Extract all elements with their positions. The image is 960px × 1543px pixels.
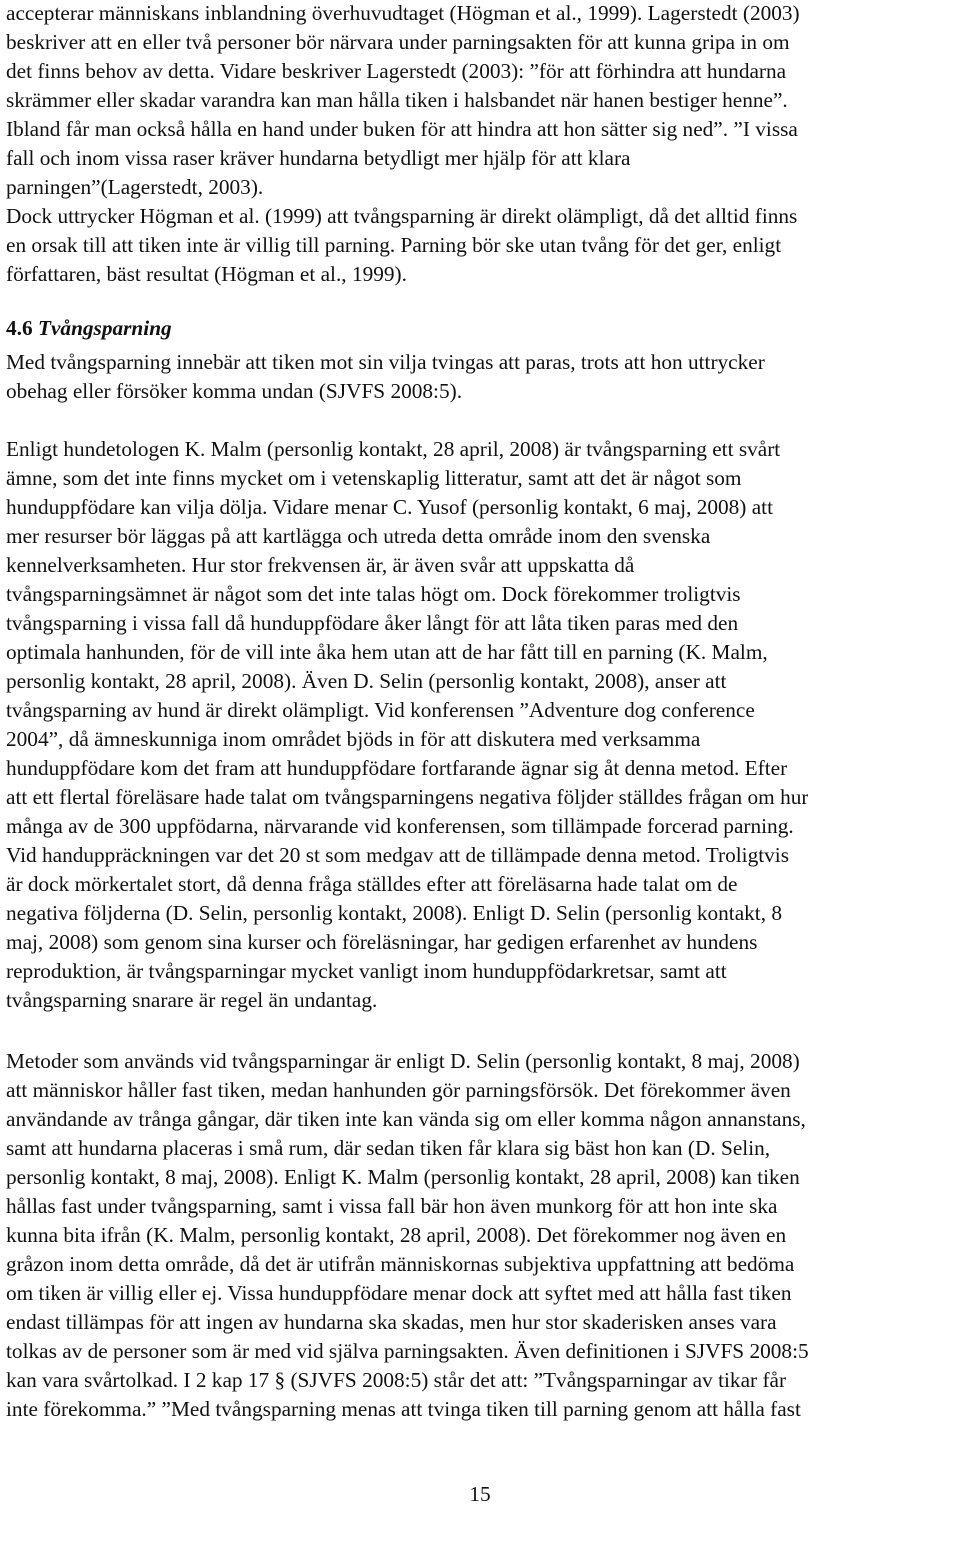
text-line: accepterar människans inblandning överhuvudtaget (Högman et al., 1999). Lagerstedt (2003)	[6, 1, 800, 25]
text-line: reproduktion, är tvångsparningar mycket vanligt inom hunduppfödarkretsar, samt att	[6, 959, 727, 983]
text-line: Metoder som används vid tvångsparningar är enligt D. Selin (personlig kontakt, 8 maj, 2008)	[6, 1049, 800, 1073]
text-line: optimala hanhunden, för de vill inte åka hem utan att de har fått till en parning (K. Malm,	[6, 640, 768, 664]
text-line: parningen”(Lagerstedt, 2003).	[6, 175, 264, 199]
text-line: författaren, bäst resultat (Högman et al., 1999).	[6, 262, 407, 286]
text-line: kennelverksamheten. Hur stor frekvensen är, är även svår att uppskatta då	[6, 553, 635, 577]
text-line: tvångsparningsämnet är något som det inte talas högt om. Dock förekommer troligtvis	[6, 582, 741, 606]
text-line: tolkas av de personer som är med vid själva parningsakten. Även definitionen i SJVFS 2008:5	[6, 1339, 809, 1363]
paragraph-malm	[6, 435, 808, 1015]
section-heading	[6, 314, 172, 343]
text-line: att människor håller fast tiken, medan hanhunden gör parningsförsök. Det förekommer även	[6, 1078, 791, 1102]
text-line: fall och inom vissa raser kräver hundarna betydligt mer hjälp för att klara	[6, 146, 631, 170]
text-line: samt att hundarna placeras i små rum, där sedan tiken får klara sig bäst hon kan (D. Selin,	[6, 1136, 771, 1160]
text-line: endast tillämpas för att ingen av hundarna ska skadas, men hur stor skaderisken anses vara	[6, 1310, 777, 1334]
text-line: skrämmer eller skadar varandra kan man hålla tiken i halsbandet när hanen bestiger henne”.	[6, 88, 788, 112]
text-line: 2004”, då ämneskunniga inom området bjöds in för att diskutera med verksamma	[6, 727, 701, 751]
text-line: är dock mörkertalet stort, då denna fråga ställdes efter att föreläsarna hade talat om de	[6, 872, 738, 896]
text-line: tvångsparning av hund är direkt olämpligt. Vid konferensen ”Adventure dog conference	[6, 698, 755, 722]
text-line: tvångsparning snarare är regel än undantag.	[6, 988, 378, 1012]
text-line: ämne, som det inte finns mycket om i vetenskaplig litteratur, samt att det är något som	[6, 466, 742, 490]
paragraph-definition	[6, 348, 765, 406]
text-line: att ett flertal föreläsare hade talat om tvångsparningens negativa följder ställdes frågan om hur	[6, 785, 809, 809]
text-line: hunduppfödare kan vilja dölja. Vidare menar C. Yusof (personlig kontakt, 6 maj, 2008) att	[6, 495, 774, 519]
text-line: Enligt hundetologen K. Malm (personlig kontakt, 28 april, 2008) är tvångsparning ett svårt	[6, 437, 781, 461]
section-title: Tvångsparning	[37, 316, 172, 340]
text-line: tvångsparning i vissa fall då hunduppfödare åker långt för att låta tiken paras med den	[6, 611, 739, 635]
text-line: beskriver att en eller två personer bör närvara under parningsakten för att kunna gripa in om	[6, 30, 790, 54]
text-line: om tiken är villig eller ej. Vissa hunduppfödare menar dock att syftet med att hålla fast tiken	[6, 1281, 792, 1305]
text-line: kan vara svårtolkad. I 2 kap 17 § (SJVFS 2008:5) står det att: ”Tvångsparningar av tikar får	[6, 1368, 787, 1392]
section-number: 4.6	[6, 316, 33, 340]
text-line: många av de 300 uppfödarna, närvarande vid konferensen, som tillämpade forcerad parning.	[6, 814, 794, 838]
text-line: Med tvångsparning innebär att tiken mot sin vilja tvingas att paras, trots att hon uttrycker	[6, 350, 765, 374]
page-number: 15	[469, 1482, 491, 1506]
text-line: mer resurser bör läggas på att kartlägga och utreda detta område inom den svenska	[6, 524, 711, 548]
paragraph-methods	[6, 1047, 809, 1424]
text-line: inte förekomma.” ”Med tvångsparning menas att tvinga tiken till parning genom att hålla fast	[6, 1397, 801, 1421]
text-line: Ibland får man också hålla en hand under buken för att hindra att hon sätter sig ned”. ”I vissa	[6, 117, 798, 141]
text-line: personlig kontakt, 8 maj, 2008). Enligt K. Malm (personlig kontakt, 28 april, 2008) kan tiken	[6, 1165, 800, 1189]
text-line: användande av trånga gångar, där tiken inte kan vända sig om eller komma någon annanstans,	[6, 1107, 806, 1131]
text-line: maj, 2008) som genom sina kurser och föreläsningar, har gedigen erfarenhet av hundens	[6, 930, 758, 954]
text-line: negativa följderna (D. Selin, personlig kontakt, 2008). Enligt D. Selin (personlig kontakt, 8	[6, 901, 783, 925]
text-line: kunna bita ifrån (K. Malm, personlig kontakt, 28 april, 2008). Det förekommer nog även en	[6, 1223, 787, 1247]
text-line: gråzon inom detta område, då det är utifrån människornas subjektiva uppfattning att bedöma	[6, 1252, 795, 1276]
text-line: det finns behov av detta. Vidare beskriver Lagerstedt (2003): ”för att förhindra att hundarna	[6, 59, 787, 83]
text-line: personlig kontakt, 28 april, 2008). Även D. Selin (personlig kontakt, 2008), anser att	[6, 669, 727, 693]
text-line: Dock uttrycker Högman et al. (1999) att tvångsparning är direkt olämpligt, då det alltid finns	[6, 204, 798, 228]
text-line: en orsak till att tiken inte är villig till parning. Parning bör ske utan tvång för det ger, enligt	[6, 233, 782, 257]
text-line: hunduppfödare kom det fram att hunduppfödare fortfarande ägnar sig åt denna metod. Efter	[6, 756, 788, 780]
paragraph-intro	[6, 0, 800, 289]
text-line: obehag eller försöker komma undan (SJVFS 2008:5).	[6, 379, 463, 403]
text-line: Vid handuppräckningen var det 20 st som medgav att de tillämpade denna metod. Troligtvis	[6, 843, 790, 867]
text-line: hållas fast under tvångsparning, samt i vissa fall bär hon även munkorg för att hon inte ska	[6, 1194, 778, 1218]
